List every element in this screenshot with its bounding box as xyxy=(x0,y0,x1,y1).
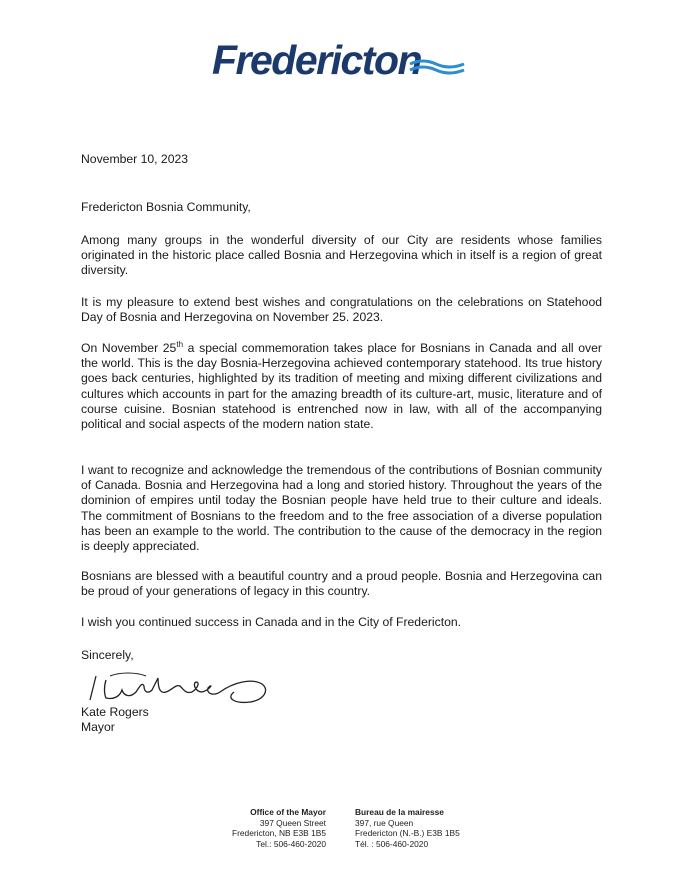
footer-english-phone: Tel.: 506-460-2020 xyxy=(256,838,326,849)
paragraph-6: I wish you continued success in Canada and in the City of Fredericton. xyxy=(81,615,462,629)
footer-french-heading: Bureau de la mairesse xyxy=(355,807,444,817)
footer-english-street: 397 Queen Street xyxy=(259,817,326,828)
paragraph-3-start: On November 25 xyxy=(81,341,177,355)
footer-french-city: Fredericton (N.-B.) E3B 1B5 xyxy=(355,828,460,839)
city-logo xyxy=(212,36,472,86)
paragraph-3-rest: a special commemoration takes place for Bosnians in Canada and all over the world. This is the day Bosnia-Herzegovina achieved contemporary statehood. Its true history goes back centuries, highlighted by its tradition of meeting and mixing different civilizations and cultures which accounts in part for the amazing breadth of its culture-art, music, literature and of course cuisine. Bosnian statehood is entrenched now in law, with all of the accompanying political and social aspects of the modern nation state. xyxy=(81,341,602,432)
ordinal-suffix: th xyxy=(176,340,184,349)
signer-name: Kate Rogers xyxy=(81,705,149,719)
wave-icon xyxy=(408,56,466,78)
handwritten-signature xyxy=(84,648,284,710)
footer-french xyxy=(355,807,460,849)
paragraph-5: Bosnians are blessed with a beautiful country and a proud people. Bosnia and Herzegovina can be proud of your generations of legacy in this country. xyxy=(81,569,602,599)
letter-date: November 10, 2023 xyxy=(81,152,189,166)
letter-closing: Sincerely, xyxy=(81,648,134,662)
paragraph-1: Among many groups in the wonderful diversity of our City are residents whose families originated in the historic place called Bosnia and Herzegovina which in itself is a region of great diversity. xyxy=(81,233,602,278)
signer-title: Mayor xyxy=(81,720,115,734)
footer-english xyxy=(232,807,326,849)
letter-salutation: Fredericton Bosnia Community, xyxy=(81,200,251,214)
paragraph-3 xyxy=(81,341,602,432)
paragraph-2: It is my pleasure to extend best wishes and congratulations on the celebrations on Statehood Day of Bosnia and Herzegovina on November 25. 2023. xyxy=(81,295,602,325)
footer-french-street: 397, rue Queen xyxy=(355,817,414,828)
footer-french-phone: Tél. : 506-460-2020 xyxy=(355,838,429,849)
logo-wordmark: Fredericton xyxy=(212,37,422,83)
paragraph-4: I want to recognize and acknowledge the tremendous of the contributions of Bosnian community of Canada. Bosnia and Herzegovina had a long and storied history. Throughout the years of the dominion of empires until today the Bosnian people have held true to their culture and ideals. The commitment of Bosnians to the freedom and to the free association of a diverse population has been an example to the world. The contribution to the cause of the democracy in the region is deeply appreciated. xyxy=(81,463,602,554)
footer-english-city: Fredericton, NB E3B 1B5 xyxy=(231,828,326,839)
footer-english-heading: Office of the Mayor xyxy=(250,807,326,817)
